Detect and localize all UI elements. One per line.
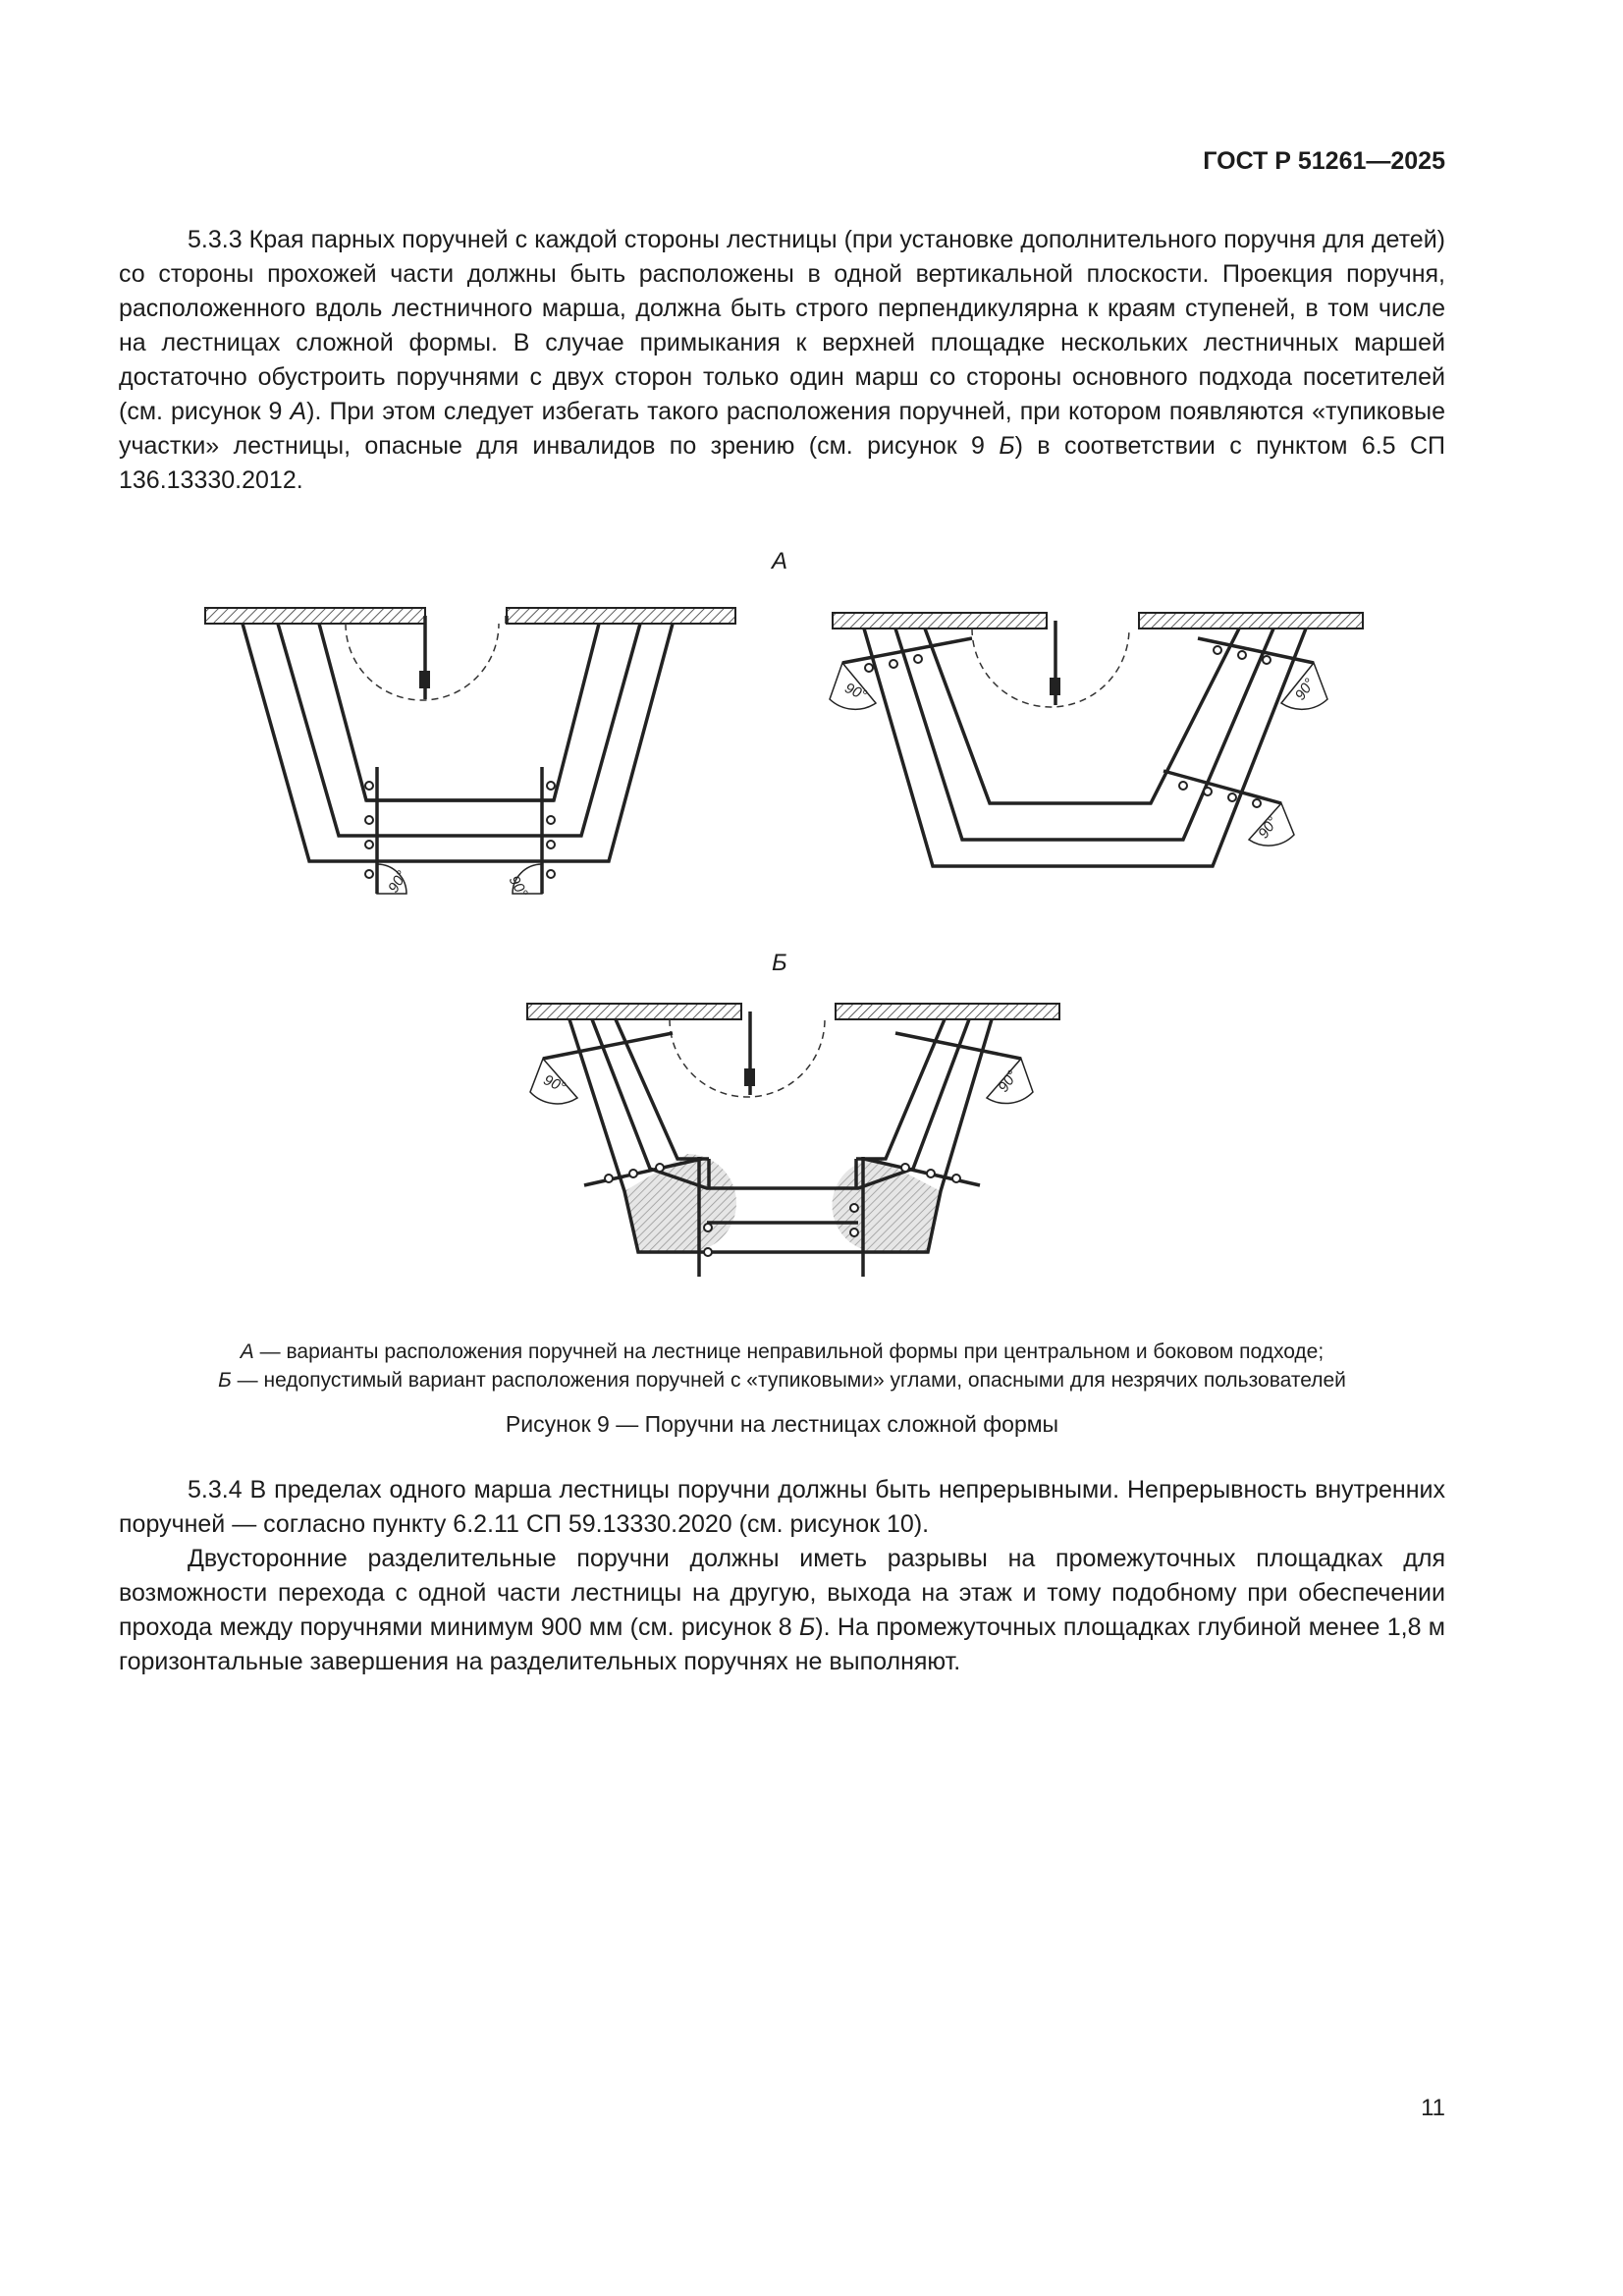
angle-label: 90° — [385, 867, 411, 897]
drawing-a-central — [205, 608, 735, 901]
angle-label: 90° — [841, 680, 870, 705]
drawing-a-side — [830, 613, 1363, 866]
angle-label: 90° — [995, 1067, 1022, 1096]
page-number: 11 — [1421, 2095, 1445, 2121]
figure-label-b: Б — [772, 950, 787, 976]
paragraph-5-3-4: 5.3.4 В пределах одного марша лестницы поручни должны быть непрерывными. Непрерывность внутренних поручней — согласно пункту 6.2.11 СП 59.13330.2020 (см. рисунок 10). — [119, 1476, 1445, 1538]
angle-label: 90° — [540, 1071, 568, 1097]
figure-label-a: А — [772, 548, 788, 574]
drawing-b-dead-end — [527, 1004, 1059, 1277]
angle-label: 90° — [505, 872, 531, 901]
angle-label: 90° — [1291, 675, 1319, 704]
figure-legend-a: А — варианты расположения поручней на лестнице неправильной формы при центральном и боковом подходе; — [240, 1340, 1325, 1363]
figure-legend-b: Б — недопустимый вариант расположения поручней с «тупиковыми» углами, опасными для незрячих пользователей — [218, 1369, 1346, 1392]
document-code: ГОСТ Р 51261—2025 — [1203, 147, 1445, 175]
figure-caption: Рисунок 9 — Поручни на лестницах сложной формы — [505, 1411, 1059, 1437]
paragraph-5-3-3: 5.3.3 Края парных поручней с каждой стороны лестницы (при установке дополнительного поручня для детей) со стороны прохожей части должны быть расположены в одной вертикальной плоскости. Проекция поручня, расположенного вдоль лестничного марша, должна быть строго перпендикулярна к краям ступеней, в том числе на лестницах сложной формы. В случае примыкания к верхней площадке нескольких лестничных маршей достаточно обустроить поручнями с двух сторон только один марш со стороны основного подхода посетителей (см. рисунок 9 А). При этом следует избегать такого расположения поручней, при котором появляются «тупиковые участки» лестницы, опасные для инвалидов по зрению (см. рисунок 9 Б) в соответствии с пунктом 6.5 СП 136.13330.2012. — [119, 226, 1445, 494]
angle-label: 90° — [1255, 813, 1282, 843]
paragraph-separating-handrails: Двусторонние разделительные поручни должны иметь разрывы на промежуточных площадках для возможности перехода с одной части лестницы на другую, выхода на этаж и тому подобному при обеспечении прохода между поручнями минимум 900 мм (см. рисунок 8 Б). На промежуточных площадках глубиной менее 1,8 м горизонтальные завершения на разделительных поручнях не выполняют. — [119, 1545, 1445, 1675]
